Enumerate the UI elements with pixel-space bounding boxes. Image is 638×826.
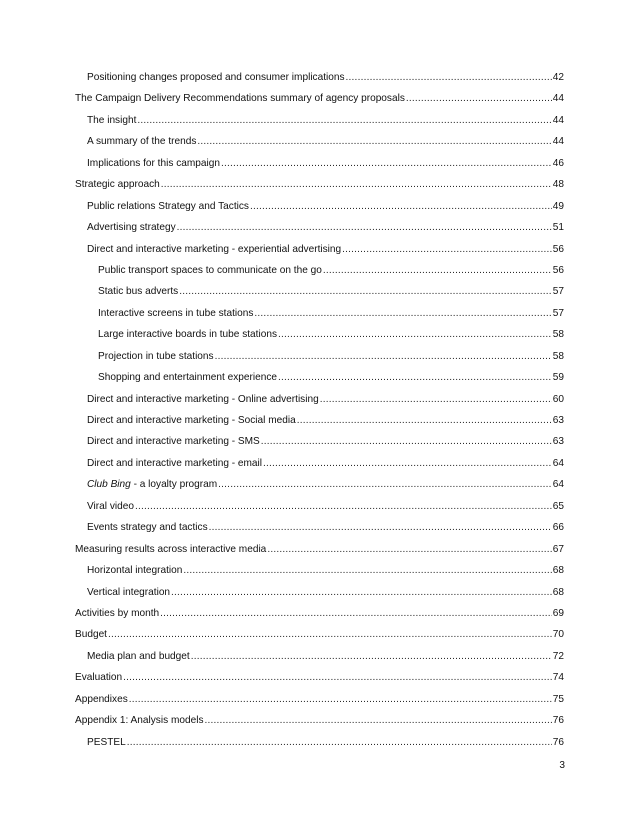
toc-entry-title: Shopping and entertainment experience: [98, 372, 278, 384]
toc-entry[interactable]: [75, 693, 564, 714]
dot-leader: [250, 200, 552, 214]
toc-entry-title: Implications for this campaign: [87, 157, 220, 169]
toc-entry-page: 67: [552, 543, 564, 555]
toc-entry-page: 51: [552, 222, 564, 234]
page-number: 3: [559, 760, 565, 771]
toc-entry-page: 49: [552, 200, 564, 212]
toc-entry[interactable]: [75, 457, 564, 478]
dot-leader: [177, 221, 552, 235]
toc-entry[interactable]: [75, 607, 564, 628]
toc-entry-page: 58: [552, 350, 564, 362]
dot-leader: [218, 478, 552, 492]
dot-leader: [263, 457, 552, 471]
toc-entry-page: 59: [552, 372, 564, 384]
toc-entry-title: Appendix 1: Analysis models: [75, 715, 204, 727]
toc-entry-page: 44: [552, 136, 564, 148]
toc-entry-page: 76: [552, 715, 564, 727]
dot-leader: [278, 371, 552, 385]
toc-entry-title: Advertising strategy: [87, 222, 176, 234]
toc-entry[interactable]: [75, 328, 564, 349]
toc-entry-page: 68: [552, 586, 564, 598]
toc-entry-title-italic: Club Bing: [87, 479, 131, 491]
toc-entry-title: Appendixes: [75, 693, 128, 705]
dot-leader: [205, 714, 552, 728]
toc-entry[interactable]: [75, 628, 564, 649]
toc-entry-page: 48: [552, 179, 564, 191]
toc-entry-title: Vertical integration: [87, 586, 171, 598]
toc-entry-page: 60: [552, 393, 564, 405]
toc-entry-page: 63: [552, 415, 564, 426]
toc-entry[interactable]: [75, 393, 564, 414]
dot-leader: [221, 157, 552, 171]
toc-entry[interactable]: [75, 714, 564, 735]
toc-entry-title: Direct and interactive marketing - experiential advertising: [87, 243, 342, 255]
dot-leader: [179, 285, 552, 299]
toc-entry-title: Horizontal integration: [87, 565, 183, 577]
toc-entry-page: 75: [552, 693, 564, 705]
toc-entry-title: Projection in tube stations: [98, 350, 214, 362]
dot-leader: [108, 628, 552, 642]
toc-entry-page: 72: [552, 650, 564, 662]
toc-entry[interactable]: [75, 586, 564, 607]
toc-entry-title: Interactive screens in tube stations: [98, 307, 254, 319]
toc-entry-title: A summary of the trends: [87, 136, 197, 148]
dot-leader: [346, 71, 552, 85]
toc-entry[interactable]: [75, 221, 564, 242]
toc-entry[interactable]: [75, 114, 564, 135]
dot-leader: [137, 114, 551, 128]
toc-entry[interactable]: [75, 521, 564, 542]
toc-entry-title-suffix: - a loyalty program: [130, 479, 218, 491]
dot-leader: [161, 178, 552, 192]
dot-leader: [215, 350, 552, 364]
toc-entry-title: Public relations Strategy and Tactics: [87, 200, 249, 212]
toc-entry-title: The insight: [87, 114, 137, 126]
toc-entry-title: Budget: [75, 629, 107, 641]
toc-entry[interactable]: [75, 478, 564, 499]
toc-entry[interactable]: [75, 500, 564, 521]
toc-entry-title: Strategic approach: [75, 179, 160, 191]
toc-entry-page: 46: [552, 157, 564, 169]
toc-entry[interactable]: [75, 135, 564, 156]
toc-entry-page: 42: [552, 72, 564, 83]
toc-entry[interactable]: [75, 671, 564, 692]
toc-entry-title: The Campaign Delivery Recommendations summary of agency proposals: [75, 93, 405, 105]
dot-leader: [267, 543, 551, 557]
toc-entry-page: 57: [552, 307, 564, 319]
dot-leader: [171, 586, 552, 600]
toc-entry-title: Public transport spaces to communicate on the go: [98, 264, 322, 276]
dot-leader: [127, 736, 552, 750]
toc-entry-page: 57: [552, 286, 564, 298]
toc-entry-title: Activities by month: [75, 607, 160, 619]
toc-entry[interactable]: [75, 200, 564, 221]
dot-leader: [320, 393, 552, 407]
toc-entry-page: 64: [552, 457, 564, 469]
dot-leader: [323, 264, 552, 278]
toc-entry-title: Media plan and budget: [87, 650, 190, 662]
dot-leader: [129, 693, 552, 707]
toc-entry-page: 56: [552, 264, 564, 276]
toc-entry[interactable]: [75, 564, 564, 585]
toc-entry[interactable]: [75, 543, 564, 564]
dot-leader: [160, 607, 552, 621]
toc-entry-title: Direct and interactive marketing - SMS: [87, 436, 260, 448]
toc-entry-page: 63: [552, 436, 564, 448]
toc-entry[interactable]: [75, 71, 564, 92]
toc-entry-title: Evaluation: [75, 672, 123, 684]
toc-entry-title: Events strategy and tactics: [87, 522, 208, 534]
dot-leader: [297, 414, 552, 428]
dot-leader: [135, 500, 552, 514]
dot-leader: [342, 243, 552, 257]
toc-entry[interactable]: [75, 92, 564, 113]
toc-entry-title: Static bus adverts: [98, 286, 179, 298]
toc-entry-page: 66: [552, 522, 564, 534]
toc-entry-page: 64: [552, 479, 564, 491]
toc-entry-title: Direct and interactive marketing - Online advertising: [87, 393, 319, 405]
toc-entry[interactable]: [75, 414, 564, 435]
dot-leader: [209, 521, 552, 535]
dot-leader: [191, 650, 552, 664]
toc-entry-page: 74: [552, 672, 564, 684]
toc-entry-title: Viral video: [87, 500, 134, 512]
toc-entry[interactable]: [75, 650, 564, 671]
toc-entry[interactable]: [75, 243, 564, 264]
toc-entry-page: 76: [552, 736, 564, 748]
dot-leader: [183, 564, 551, 578]
toc-entry[interactable]: [75, 435, 564, 456]
toc-entry[interactable]: [75, 371, 564, 392]
toc-entry-title: PESTEL: [87, 736, 126, 748]
toc-entry[interactable]: [75, 307, 564, 328]
toc-entry[interactable]: [75, 736, 564, 757]
dot-leader: [197, 135, 551, 149]
toc-entry-page: 58: [552, 329, 564, 341]
dot-leader: [123, 671, 552, 685]
toc-entry-page: 69: [552, 607, 564, 619]
toc-entry-title: Direct and interactive marketing - email: [87, 457, 263, 469]
dot-leader: [278, 328, 552, 342]
toc-entry-page: 70: [552, 629, 564, 641]
toc-entry-title: Direct and interactive marketing - Social media: [87, 415, 296, 426]
toc-entry-title: Measuring results across interactive media: [75, 543, 267, 555]
dot-leader: [254, 307, 551, 321]
toc-entry[interactable]: [75, 178, 564, 199]
toc-entry[interactable]: [75, 264, 564, 285]
toc-entry-page: 44: [552, 93, 564, 105]
dot-leader: [261, 435, 552, 449]
toc-entry[interactable]: [75, 350, 564, 371]
table-of-contents: [75, 71, 564, 757]
toc-entry-title: [87, 478, 217, 492]
toc-entry-title: Positioning changes proposed and consumer implications: [87, 72, 345, 83]
toc-entry[interactable]: [75, 285, 564, 306]
dot-leader: [406, 92, 552, 106]
toc-entry-page: 56: [552, 243, 564, 255]
toc-entry-title: Large interactive boards in tube stations: [98, 329, 277, 341]
toc-entry-page: 68: [552, 565, 564, 577]
toc-entry-page: 44: [552, 114, 564, 126]
toc-entry[interactable]: [75, 157, 564, 178]
toc-entry-page: 65: [552, 500, 564, 512]
